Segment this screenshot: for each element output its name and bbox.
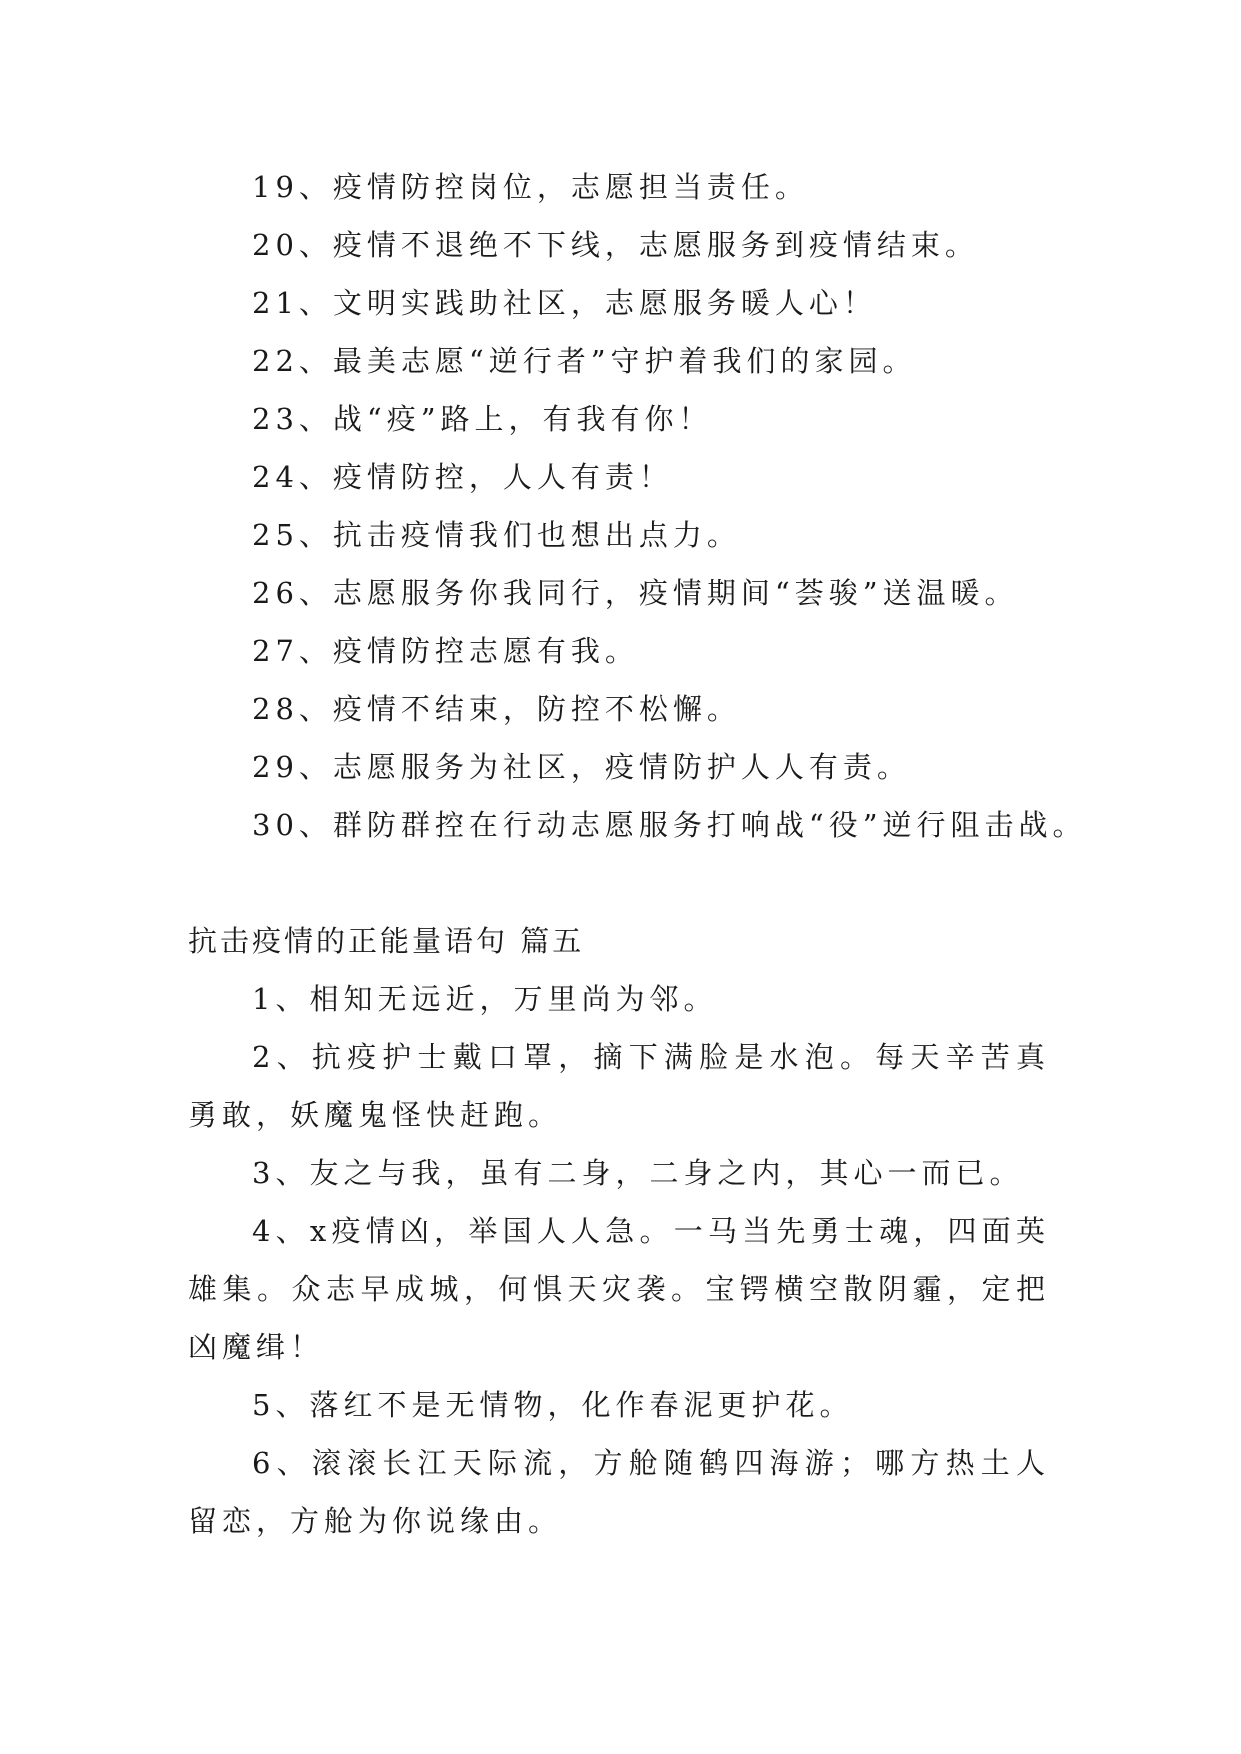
list-item: 27、疫情防控志愿有我。 — [252, 634, 639, 668]
list-item: 23、战“疫”路上，有我有你！ — [252, 402, 713, 436]
list-item: 19、疫情防控岗位，志愿担当责任。 — [252, 170, 809, 204]
list-item: 25、抗击疫情我们也想出点力。 — [252, 518, 741, 552]
paragraph: 1、相知无远近，万里尚为邻。 — [252, 982, 718, 1016]
list-item: 30、群防群控在行动志愿服务打响战“役”逆行阻击战。 — [252, 808, 1087, 842]
document-body — [188, 158, 1087, 1550]
list-item: 29、志愿服务为社区，疫情防护人人有责。 — [252, 750, 911, 784]
paragraph: 6、滚滚长江天际流，方舱随鹤四海游；哪方热土人留恋，方舱为你说缘由。 — [188, 1446, 1050, 1538]
list-item: 24、疫情防控，人人有责！ — [252, 460, 673, 494]
list-item: 20、疫情不退绝不下线，志愿服务到疫情结束。 — [252, 228, 979, 262]
paragraph: 2、抗疫护士戴口罩，摘下满脸是水泡。每天辛苦真勇敢，妖魔鬼怪快赶跑。 — [188, 1040, 1050, 1132]
paragraph: 3、友之与我，虽有二身，二身之内，其心一而已。 — [252, 1156, 1024, 1190]
section-heading: 抗击疫情的正能量语句 篇五 — [188, 924, 585, 958]
list-item: 22、最美志愿“逆行者”守护着我们的家园。 — [252, 344, 917, 378]
paragraph: 4、x疫情凶，举国人人急。一马当先勇士魂，四面英雄集。众志早成城，何惧天灾袭。宝锷横空散阴霾，定把凶魔缉！ — [188, 1214, 1050, 1364]
paragraph: 5、落红不是无情物，化作春泥更护花。 — [252, 1388, 854, 1422]
list-item: 28、疫情不结束，防控不松懈。 — [252, 692, 741, 726]
list-item: 21、文明实践助社区，志愿服务暖人心！ — [252, 286, 877, 320]
list-item: 26、志愿服务你我同行，疫情期间“荟骏”送温暖。 — [252, 576, 1019, 610]
